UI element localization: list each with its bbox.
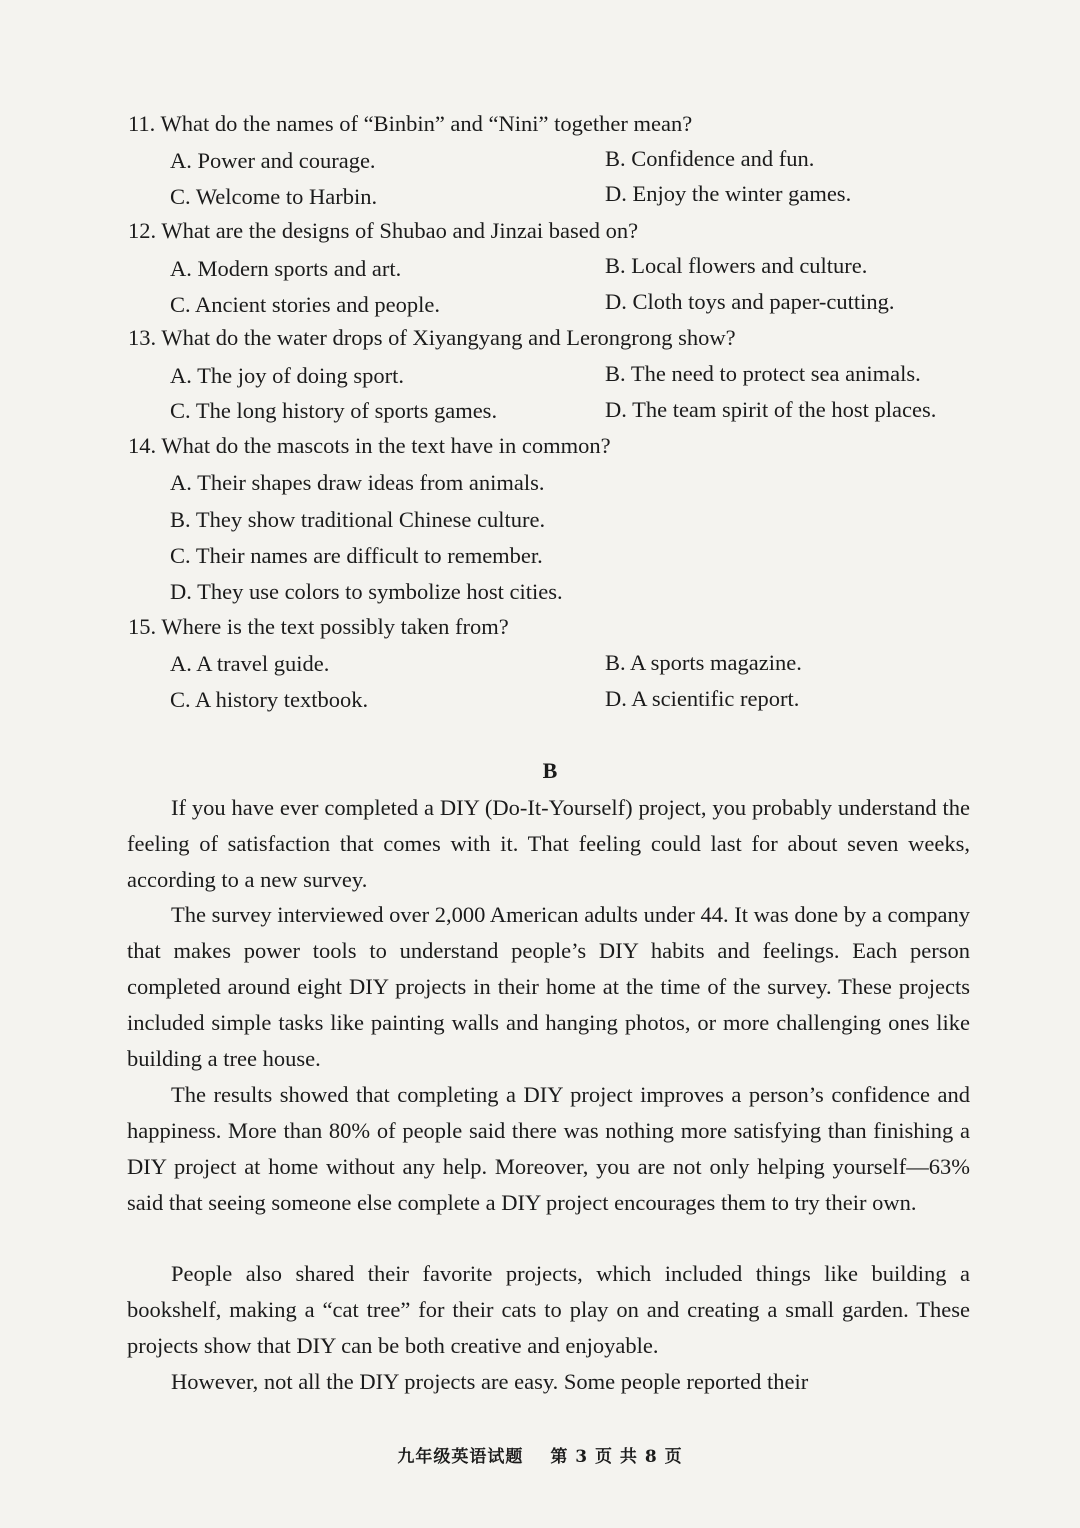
paragraph-2: The survey interviewed over 2,000 American adults under 44. It was done by a company that makes power tools to understand people’s DIY habits and feelings. Each person completed around eight DIY projects in their home at the time of the survey. These projects included simple tasks like painting walls and hanging photos, or more challenging ones like building a tree house. [127,902,970,1071]
option-c: C. The long history of sports games. [170,398,498,423]
option-b: B. They show traditional Chinese culture. [170,507,546,532]
paragraph-5: However, not all the DIY projects are easy. Some people reported their [171,1369,809,1394]
paragraph-1: If you have ever completed a DIY (Do-It-Yourself) project, you probably understand the feeling of satisfaction that comes with it. That feeling could last for about seven weeks, according to a new survey. [127,795,970,892]
option-b: B. Confidence and fun. [605,146,815,171]
option-c: C. Welcome to Harbin. [170,184,378,209]
question-stem: 12. What are the designs of Shubao and Jinzai based on? [128,218,639,243]
paragraph-3: The results showed that completing a DIY project improves a person’s confidence and happiness. More than 80% of people said there was nothing more satisfying than finishing a DIY project at home without any help. Moreover, you are not only helping yourself—63% said that seeing someone else complete a DIY project encourages them to try their own. [127,1082,970,1215]
option-a: A. A travel guide. [170,651,330,676]
question-stem: 14. What do the mascots in the text have in common? [128,433,611,458]
option-b: B. A sports magazine. [605,650,802,675]
paragraph-4: People also shared their favorite projects, which included things like building a bookshelf, making a “cat tree” for their cats to play on and creating a small garden. These projects show that DIY can be both creative and enjoyable. [127,1261,970,1358]
option-c: C. A history textbook. [170,687,369,712]
question-stem: 11. What do the names of “Binbin” and “Nini” together mean? [128,111,693,136]
exam-title: 九年级英语试题 [397,1447,524,1467]
option-a: A. Their shapes draw ideas from animals. [170,470,545,495]
question-stem: 13. What do the water drops of Xiyangyang and Lerongrong show? [128,325,736,350]
option-b: B. The need to protect sea animals. [605,361,921,386]
option-d: D. A scientific report. [605,686,800,711]
question-stem: 15. Where is the text possibly taken from? [128,614,509,639]
page-number: 第 3 页 共 8 页 [550,1447,683,1467]
option-c: C. Ancient stories and people. [170,292,440,317]
option-a: A. Power and courage. [170,148,376,173]
option-a: A. Modern sports and art. [170,256,402,281]
page-footer [0,1442,1080,1467]
option-a: A. The joy of doing sport. [170,363,404,388]
option-c: C. Their names are difficult to remember. [170,543,543,568]
option-b: B. Local flowers and culture. [605,253,868,278]
option-d: D. They use colors to symbolize host cities. [170,579,563,604]
section-heading: B [542,758,558,783]
option-d: D. The team spirit of the host places. [605,397,937,422]
option-d: D. Enjoy the winter games. [605,181,852,206]
option-d: D. Cloth toys and paper-cutting. [605,289,895,314]
